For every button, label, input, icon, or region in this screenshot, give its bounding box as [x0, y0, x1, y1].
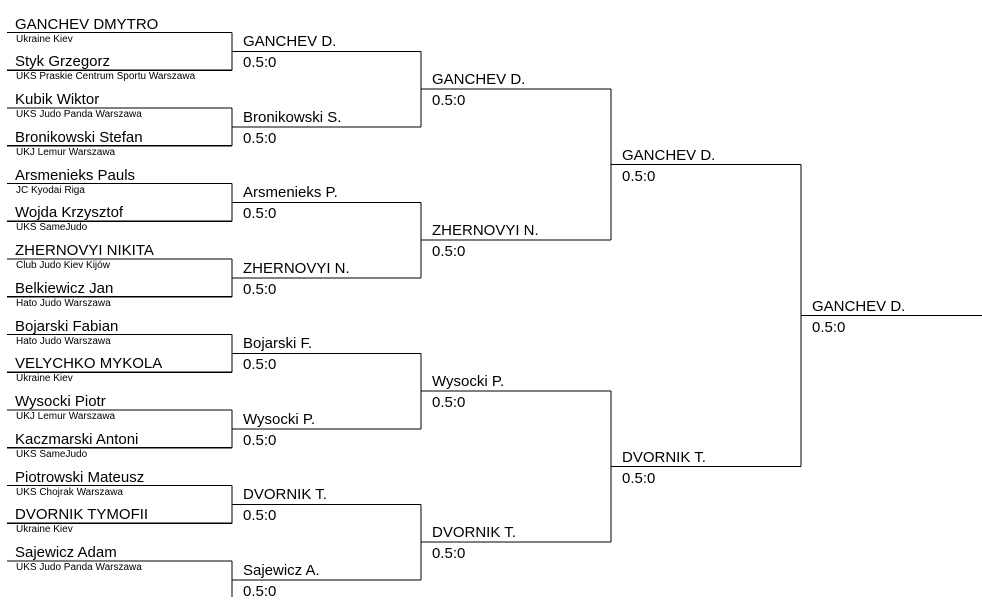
match-winner: Arsmenieks P. [243, 184, 338, 202]
match-winner: GANCHEV D. [243, 33, 337, 51]
competitor-club: UKJ Lemur Warszawa [16, 146, 116, 158]
match-winner: DVORNIK T. [622, 448, 706, 466]
match-winner: Sajewicz A. [243, 561, 320, 579]
match-score: 0.5:0 [622, 469, 656, 487]
match-score: 0.5:0 [812, 318, 846, 336]
match-winner: Wysocki P. [243, 410, 316, 428]
competitor-club: UKJ Lemur Warszawa [16, 411, 116, 422]
competitor-name: Bojarski Fabian [15, 317, 119, 335]
match-score: 0.5:0 [243, 205, 277, 223]
competitor-name: Belkiewicz Jan [15, 279, 114, 297]
competitor-club: Ukraine Kiev [16, 33, 73, 45]
match-score: 0.5:0 [243, 356, 277, 374]
match-score: 0.5:0 [243, 54, 277, 72]
match-winner: ZHERNOVYI N. [243, 259, 350, 277]
competitor-name: Wojda Krzysztof [15, 204, 124, 222]
match-winner: Bronikowski S. [243, 108, 342, 126]
competitor-name: Arsmenieks Pauls [15, 166, 136, 184]
match-score: 0.5:0 [243, 129, 277, 147]
competitor-name: Piotrowski Mateusz [15, 468, 145, 486]
match-score: 0.5:0 [432, 243, 466, 261]
competitor-name: ZHERNOVYI NIKITA [15, 242, 154, 259]
match-score: 0.5:0 [432, 92, 466, 110]
competitor-name: Kubik Wiktor [15, 91, 100, 108]
match-score: 0.5:0 [432, 394, 466, 412]
competitor-club: Hato Judo Warszawa [16, 335, 111, 347]
match-score: 0.5:0 [243, 280, 277, 298]
match-winner: ZHERNOVYI N. [432, 222, 539, 240]
match-winner: GANCHEV D. [622, 146, 716, 164]
competitor-club: Club Judo Kiev Kijów [16, 260, 110, 271]
competitor-club: UKS Judo Panda Warszawa [16, 562, 142, 573]
competitor-name: DVORNIK TYMOFII [15, 506, 149, 524]
match-winner: GANCHEV D. [812, 297, 906, 315]
competitor-name: VELYCHKO MYKOLA [15, 355, 163, 373]
competitor-club: JC Kyodai Riga [16, 184, 85, 196]
competitor-club: Hato Judo Warszawa [16, 297, 111, 309]
match-winner: DVORNIK T. [432, 524, 516, 542]
match-winner: Bojarski F. [243, 335, 313, 353]
match-score: 0.5:0 [243, 507, 277, 525]
match-winner: DVORNIK T. [243, 486, 327, 504]
competitor-name: Bronikowski Stefan [15, 128, 143, 146]
competitor-club: Ukraine Kiev [16, 373, 73, 385]
competitor-name: Wysocki Piotr [15, 393, 106, 410]
competitor-name: GANCHEV DMYTRO [15, 15, 159, 33]
competitor-club: UKS Chojrak Warszawa [16, 486, 123, 498]
competitor-club: UKS Praskie Centrum Sportu Warszawa [16, 71, 196, 83]
match-score: 0.5:0 [622, 167, 656, 185]
competitor-club: UKS SameJudo [16, 222, 88, 234]
match-winner: Wysocki P. [432, 373, 505, 391]
competitor-club: UKS SameJudo [16, 448, 88, 460]
match-score: 0.5:0 [432, 545, 466, 563]
competitor-club: UKS Judo Panda Warszawa [16, 109, 142, 120]
competitor-club: Ukraine Kiev [16, 524, 73, 536]
competitor-name: Kaczmarski Antoni [15, 430, 139, 448]
match-winner: GANCHEV D. [432, 71, 526, 89]
match-score: 0.5:0 [243, 431, 277, 449]
match-score: 0.5:0 [243, 582, 277, 600]
competitor-name: Sajewicz Adam [15, 544, 117, 561]
competitor-name: Styk Grzegorz [15, 53, 111, 71]
